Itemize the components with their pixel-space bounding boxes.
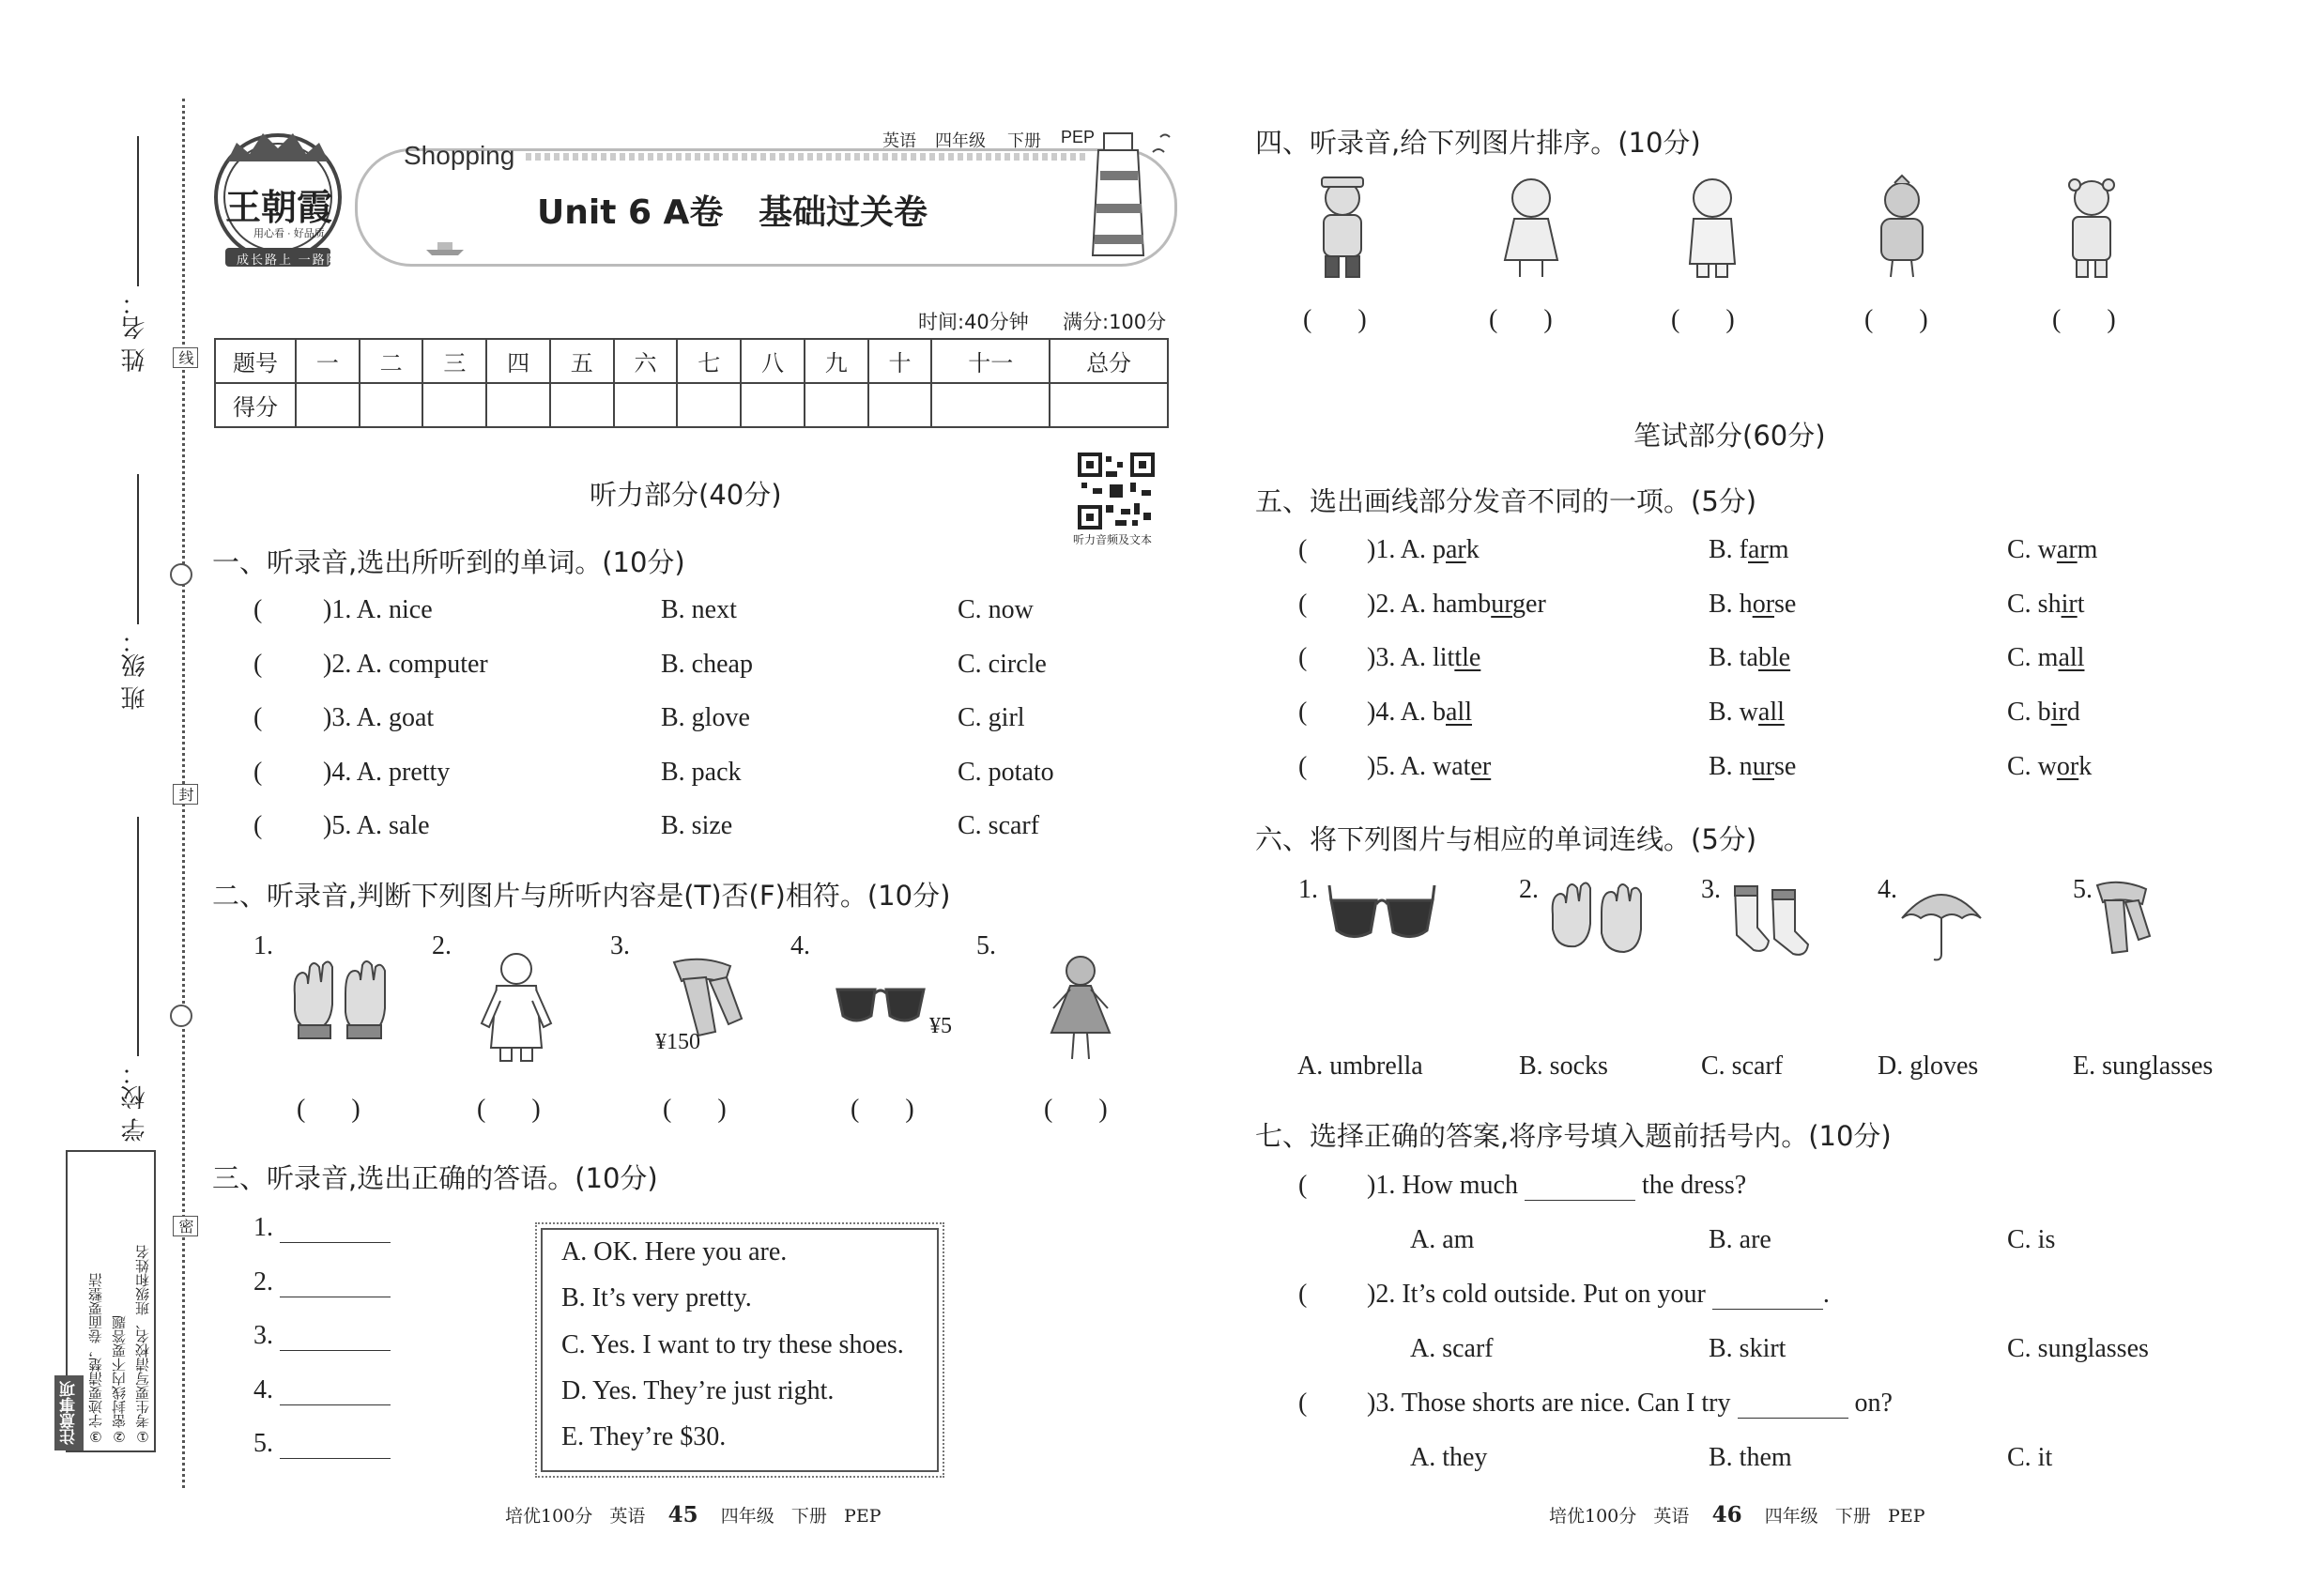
s5-part: B. ta [1709,643,1758,672]
footer-subject: 英语 [609,1506,646,1527]
binding-hole-icon [170,1005,192,1027]
s2-answer-paren[interactable]: ( ) [663,1095,727,1124]
s5-num: )1. A. [1367,535,1433,564]
score-cell: 二 [360,339,423,383]
gloves-icon [287,958,394,1048]
s1-question: )4. A. pretty [323,758,451,787]
score-cell: 三 [422,339,486,383]
s6-word[interactable]: E. sunglasses [2073,1051,2214,1081]
s1-question: )5. A. sale [323,811,430,840]
footer-version: PEP [1888,1506,1925,1527]
score-input-cell[interactable] [422,383,486,427]
s5-option-b [1709,698,1785,728]
score-cell: 九 [805,339,868,383]
s5-part: ger [1512,590,1546,619]
s2-num: 1. [253,931,273,960]
tag-subject: 英语 [882,131,916,150]
s7-option-a: A. they [1410,1443,1488,1472]
footer-right [1549,1502,1925,1527]
s3-num-label: 5. [253,1429,273,1458]
section-3-title: 三、听录音,选出正确的答语。(10分) [212,1162,658,1194]
s3-option: E. They’re $30. [561,1422,727,1451]
s2-num: 2. [432,931,452,960]
s7-question-text: )2. It’s cold outside. Put on your [1367,1280,1712,1309]
s5-option-c [2007,590,2084,620]
s5-underlined: ar [2056,535,2078,564]
footer-grade: 四年级 [720,1506,774,1527]
s4-answer-paren[interactable]: ( ) [2052,305,2116,334]
s5-underlined: ir [2050,698,2067,727]
s1-paren[interactable]: ( [253,758,263,787]
s6-num: 5. [2073,875,2093,904]
s5-underlined: or [2056,752,2079,781]
s6-num: 3. [1701,875,1721,904]
name-label: 姓 名： [121,291,149,373]
s7-blank[interactable] [1712,1284,1823,1310]
s5-num: )3. A. [1367,643,1433,672]
s5-part: C. b [2007,698,2051,727]
s3-answer-blank[interactable] [280,1272,391,1297]
s5-paren[interactable]: ( [1298,643,1308,672]
s6-word[interactable]: A. umbrella [1297,1051,1423,1081]
coat-boy-icon [474,948,559,1066]
ship-icon [424,237,466,257]
bear-character-icon [1307,174,1378,282]
s7-option-b: B. them [1709,1443,1792,1472]
section-5-title: 五、选出画线部分发音不同的一项。(5分) [1255,485,1757,517]
s5-part: p [1433,535,1446,564]
footer-term: 下册 [1834,1506,1871,1527]
dog-character-icon [2056,174,2127,282]
s3-num [253,1213,391,1243]
s5-part: hamb [1433,590,1492,619]
brand-tagline: 用心看 · 好品质 [253,228,325,239]
section-7-title: 七、选择正确的答案,将序号填入题前括号内。(10分) [1255,1120,1892,1152]
s3-num-label: 1. [253,1213,273,1242]
s7-question-text: on? [1848,1389,1893,1418]
umbrella-icon [1896,875,1986,965]
s7-paren[interactable]: ( [1298,1171,1308,1200]
s5-part: wat [1433,752,1471,781]
s5-option-b [1709,752,1796,782]
s5-num: )2. A. [1367,590,1433,619]
s5-part: m [1768,535,1789,564]
full-score-label: 满分:100分 [1063,311,1167,333]
score-input-cell[interactable] [868,383,932,427]
score-cell: 十一 [931,339,1050,383]
brand-slogan: 成长路上 一路阳光 [237,253,355,267]
s5-option-b [1709,590,1796,620]
score-cell: 七 [677,339,741,383]
score-cell: 题号 [215,339,296,383]
score-table-header-row [215,339,1168,383]
s1-question: )1. A. nice [323,595,433,624]
s1-question: )3. A. goat [323,703,435,732]
sunglasses-icon [1327,878,1436,953]
binding-hole-icon [170,563,192,586]
s7-paren[interactable]: ( [1298,1280,1308,1309]
s5-underlined: all [1446,698,1472,727]
section-1-title: 一、听录音,选出所听到的单词。(10分) [212,546,685,578]
s5-underlined: ur [1491,590,1513,619]
score-input-cell[interactable] [296,383,360,427]
s7-blank[interactable] [1738,1393,1848,1419]
class-label: 班 级： [121,629,149,711]
unit-name: Shopping [404,141,515,170]
score-cell: 五 [550,339,614,383]
s1-option-b: B. size [661,811,733,840]
s5-underlined: tle [1454,643,1481,672]
footer-brand: 培优100分 [505,1506,593,1527]
s7-option-b: B. skirt [1709,1334,1786,1363]
score-cell: 六 [614,339,678,383]
s5-part: C. w [2007,535,2057,564]
s3-num [253,1429,391,1459]
s7-question-text: the dress? [1634,1171,1747,1200]
s3-answer-blank[interactable] [280,1218,391,1243]
s5-option-a [1367,535,1480,565]
score-input-cell[interactable] [677,383,741,427]
s3-option: A. OK. Here you are. [561,1237,788,1266]
score-cell: 一 [296,339,360,383]
s6-word[interactable]: B. socks [1519,1051,1608,1081]
scarf-icon [2092,878,2154,962]
s1-option-b: B. glove [661,703,750,732]
s1-option-b: B. next [661,595,737,624]
notice-item: ①考生要写清校名、班级和姓名 [134,1245,151,1445]
s7-option-a: A. scarf [1410,1334,1494,1363]
s2-price-3: ¥150 [655,1030,700,1054]
section-6-title: 六、将下列图片与相应的单词连线。(5分) [1255,823,1757,855]
s2-answer-paren[interactable]: ( ) [1044,1095,1108,1124]
score-input-cell[interactable] [614,383,678,427]
s5-paren[interactable]: ( [1298,590,1308,619]
s5-underlined: ur [1752,752,1775,781]
s7-option-a: A. am [1410,1225,1475,1254]
s2-num: 4. [790,931,810,960]
s5-underlined: er [1470,752,1492,781]
school-label: 学 校： [121,1061,149,1143]
tag-term: 下册 [1007,131,1041,150]
brand-name: 王朝霞 [225,186,333,228]
s5-option-a [1367,752,1491,782]
s2-answer-paren[interactable]: ( ) [851,1095,914,1124]
notice-item: ③字迹要清楚，卷面要整洁 [87,1273,104,1445]
s5-option-a [1367,698,1472,728]
socks-icon [1725,882,1816,959]
s3-num-label: 4. [253,1375,273,1404]
s2-answer-paren[interactable]: ( ) [477,1095,541,1124]
s2-answer-paren[interactable]: ( ) [297,1095,360,1124]
s2-num: 5. [976,931,996,960]
page-title: Unit 6 A卷 基础过关卷 [537,193,928,232]
s3-answer-blank[interactable] [280,1326,391,1351]
s3-num-label: 2. [253,1267,273,1297]
s7-question-text: )3. Those shorts are nice. Can I try [1367,1389,1738,1418]
s5-option-a [1367,590,1546,620]
s5-option-a [1367,643,1480,673]
s1-paren[interactable]: ( [253,811,263,840]
s5-underlined: ble [1757,643,1791,672]
s6-word[interactable]: D. gloves [1878,1051,1979,1081]
s7-question [1367,1171,1746,1201]
s3-num [253,1321,391,1351]
s5-option-b [1709,643,1790,673]
s1-option-c: C. potato [958,758,1054,787]
s1-option-c: C. now [958,595,1034,624]
s5-part: C. m [2007,643,2059,672]
s5-part: se [1774,752,1797,781]
s7-question-text: . [1822,1280,1830,1309]
s1-option-c: C. circle [958,650,1047,679]
s6-num: 4. [1878,875,1897,904]
s5-part: k [1465,535,1480,564]
s1-option-c: C. scarf [958,811,1040,840]
s1-option-c: C. girl [958,703,1025,732]
cut-mark-3: 密 [173,1216,198,1236]
s5-option-c [2007,535,2097,565]
tag-grade: 四年级 [935,131,986,150]
score-table [214,338,1169,428]
notice-box [60,1150,156,1452]
s5-option-c [2007,752,2092,782]
s7-option-c: C. it [2007,1443,2053,1472]
qr-code-icon[interactable] [1078,453,1155,529]
time-label: 时间:40分钟 [918,311,1029,333]
s7-option-c: C. sunglasses [2007,1334,2149,1363]
s3-option: C. Yes. I want to try these shoes. [561,1330,904,1359]
score-cell: 四 [486,339,550,383]
cut-mark-2: 封 [173,784,198,805]
s4-answer-paren[interactable]: ( ) [1864,305,1928,334]
footer-subject: 英语 [1653,1506,1690,1527]
s1-question: )2. A. computer [323,650,488,679]
score-cell: 十 [868,339,932,383]
s2-num: 3. [610,931,630,960]
footer-page-number: 46 [1711,1502,1742,1527]
s5-paren[interactable]: ( [1298,752,1308,781]
lighthouse-icon [1078,124,1181,260]
cut-mark-1: 线 [173,347,198,368]
s6-word[interactable]: C. scarf [1701,1051,1784,1081]
s5-part: C. w [2007,752,2057,781]
tag-version: PEP [1061,128,1096,146]
notice-title: 注意事项 [54,1375,84,1450]
score-row-label: 得分 [215,383,296,427]
sunglasses-icon [834,974,928,1029]
s3-answer-blank[interactable] [280,1434,391,1459]
s5-part: se [1774,590,1797,619]
s5-underlined: ar [1446,535,1466,564]
footer-brand: 培优100分 [1549,1506,1637,1527]
name-line[interactable] [137,136,139,286]
s5-underlined: ar [1748,535,1769,564]
s5-part: t [2077,590,2085,619]
s4-answer-paren[interactable]: ( ) [1671,305,1735,334]
s5-part: k [2078,752,2093,781]
s7-question [1367,1389,1893,1419]
s3-option: D. Yes. They’re just right. [561,1376,835,1405]
dress-girl-icon [1040,948,1121,1066]
section-2-title: 二、听录音,判断下列图片与所听内容是(T)否(F)相符。(10分) [212,880,951,912]
score-input-cell[interactable] [741,383,805,427]
footer-grade: 四年级 [1764,1506,1818,1527]
s3-num [253,1267,391,1297]
footer-left [505,1502,882,1527]
s5-paren[interactable]: ( [1298,698,1308,727]
s3-option: B. It’s very pretty. [561,1283,752,1312]
s7-blank[interactable] [1525,1175,1635,1201]
s3-answer-blank[interactable] [280,1380,391,1405]
s5-underlined: or [1752,590,1775,619]
s6-num: 2. [1519,875,1539,904]
s6-num: 1. [1298,875,1318,904]
footer-version: PEP [844,1506,882,1527]
s5-option-b [1709,535,1789,565]
s5-underlined: ir [2061,590,2078,619]
s7-option-b: B. are [1709,1225,1771,1254]
chicken-character-icon [1866,174,1938,282]
s4-answer-paren[interactable]: ( ) [1303,305,1367,334]
s1-option-b: B. pack [661,758,742,787]
section-4-title: 四、听录音,给下列图片排序。(10分) [1255,127,1701,159]
score-input-cell[interactable] [550,383,614,427]
qr-caption: 听力音频及文本 [1073,533,1153,546]
s5-part: b [1433,698,1446,727]
s5-part: B. h [1709,590,1753,619]
s2-price-4: ¥5 [929,1014,952,1038]
s7-question-text: )1. How much [1367,1171,1525,1200]
s7-option-c: C. is [2007,1225,2056,1254]
s5-part: C. sh [2007,590,2062,619]
pig-character-icon [1677,174,1748,282]
s5-option-c [2007,643,2084,673]
score-input-cell[interactable] [486,383,550,427]
s5-num: )5. A. [1367,752,1433,781]
s5-underlined: all [1757,698,1785,727]
score-cell: 八 [741,339,805,383]
s3-num-label: 3. [253,1321,273,1350]
s4-answer-paren[interactable]: ( ) [1489,305,1553,334]
footer-term: 下册 [790,1506,827,1527]
gloves-icon [1547,881,1650,965]
s7-question [1367,1280,1830,1310]
s1-paren[interactable]: ( [253,650,263,679]
score-input-cell[interactable] [805,383,868,427]
score-input-cell[interactable] [360,383,423,427]
s5-part: B. n [1709,752,1753,781]
s7-paren[interactable]: ( [1298,1389,1308,1418]
s5-num: )4. A. [1367,698,1433,727]
s5-part: lit [1433,643,1455,672]
notice-item: ②密封线内不要答题 [111,1315,128,1445]
score-cell: 总分 [1050,339,1168,383]
s5-part: B. w [1709,698,1758,727]
sheep-character-icon [1495,174,1567,282]
s5-option-c [2007,698,2080,728]
school-line[interactable] [137,817,139,1056]
class-line[interactable] [137,474,139,624]
score-input-cell[interactable] [931,383,1050,427]
s5-underlined: all [2058,643,2085,672]
s1-paren[interactable]: ( [253,703,263,732]
written-part-title: 笔试部分(60分) [1633,420,1826,452]
s5-part: B. f [1709,535,1748,564]
s5-part: d [2066,698,2080,727]
s5-paren[interactable]: ( [1298,535,1308,564]
s1-paren[interactable]: ( [253,595,263,624]
s1-option-b: B. cheap [661,650,753,679]
listening-part-title: 听力部分(40分) [590,479,782,511]
footer-page-number: 45 [667,1502,698,1527]
s5-part: m [2077,535,2098,564]
s3-num [253,1375,391,1405]
score-input-cell[interactable] [1050,383,1168,427]
title-banner-stripe [526,153,1089,161]
score-table-score-row [215,383,1168,427]
